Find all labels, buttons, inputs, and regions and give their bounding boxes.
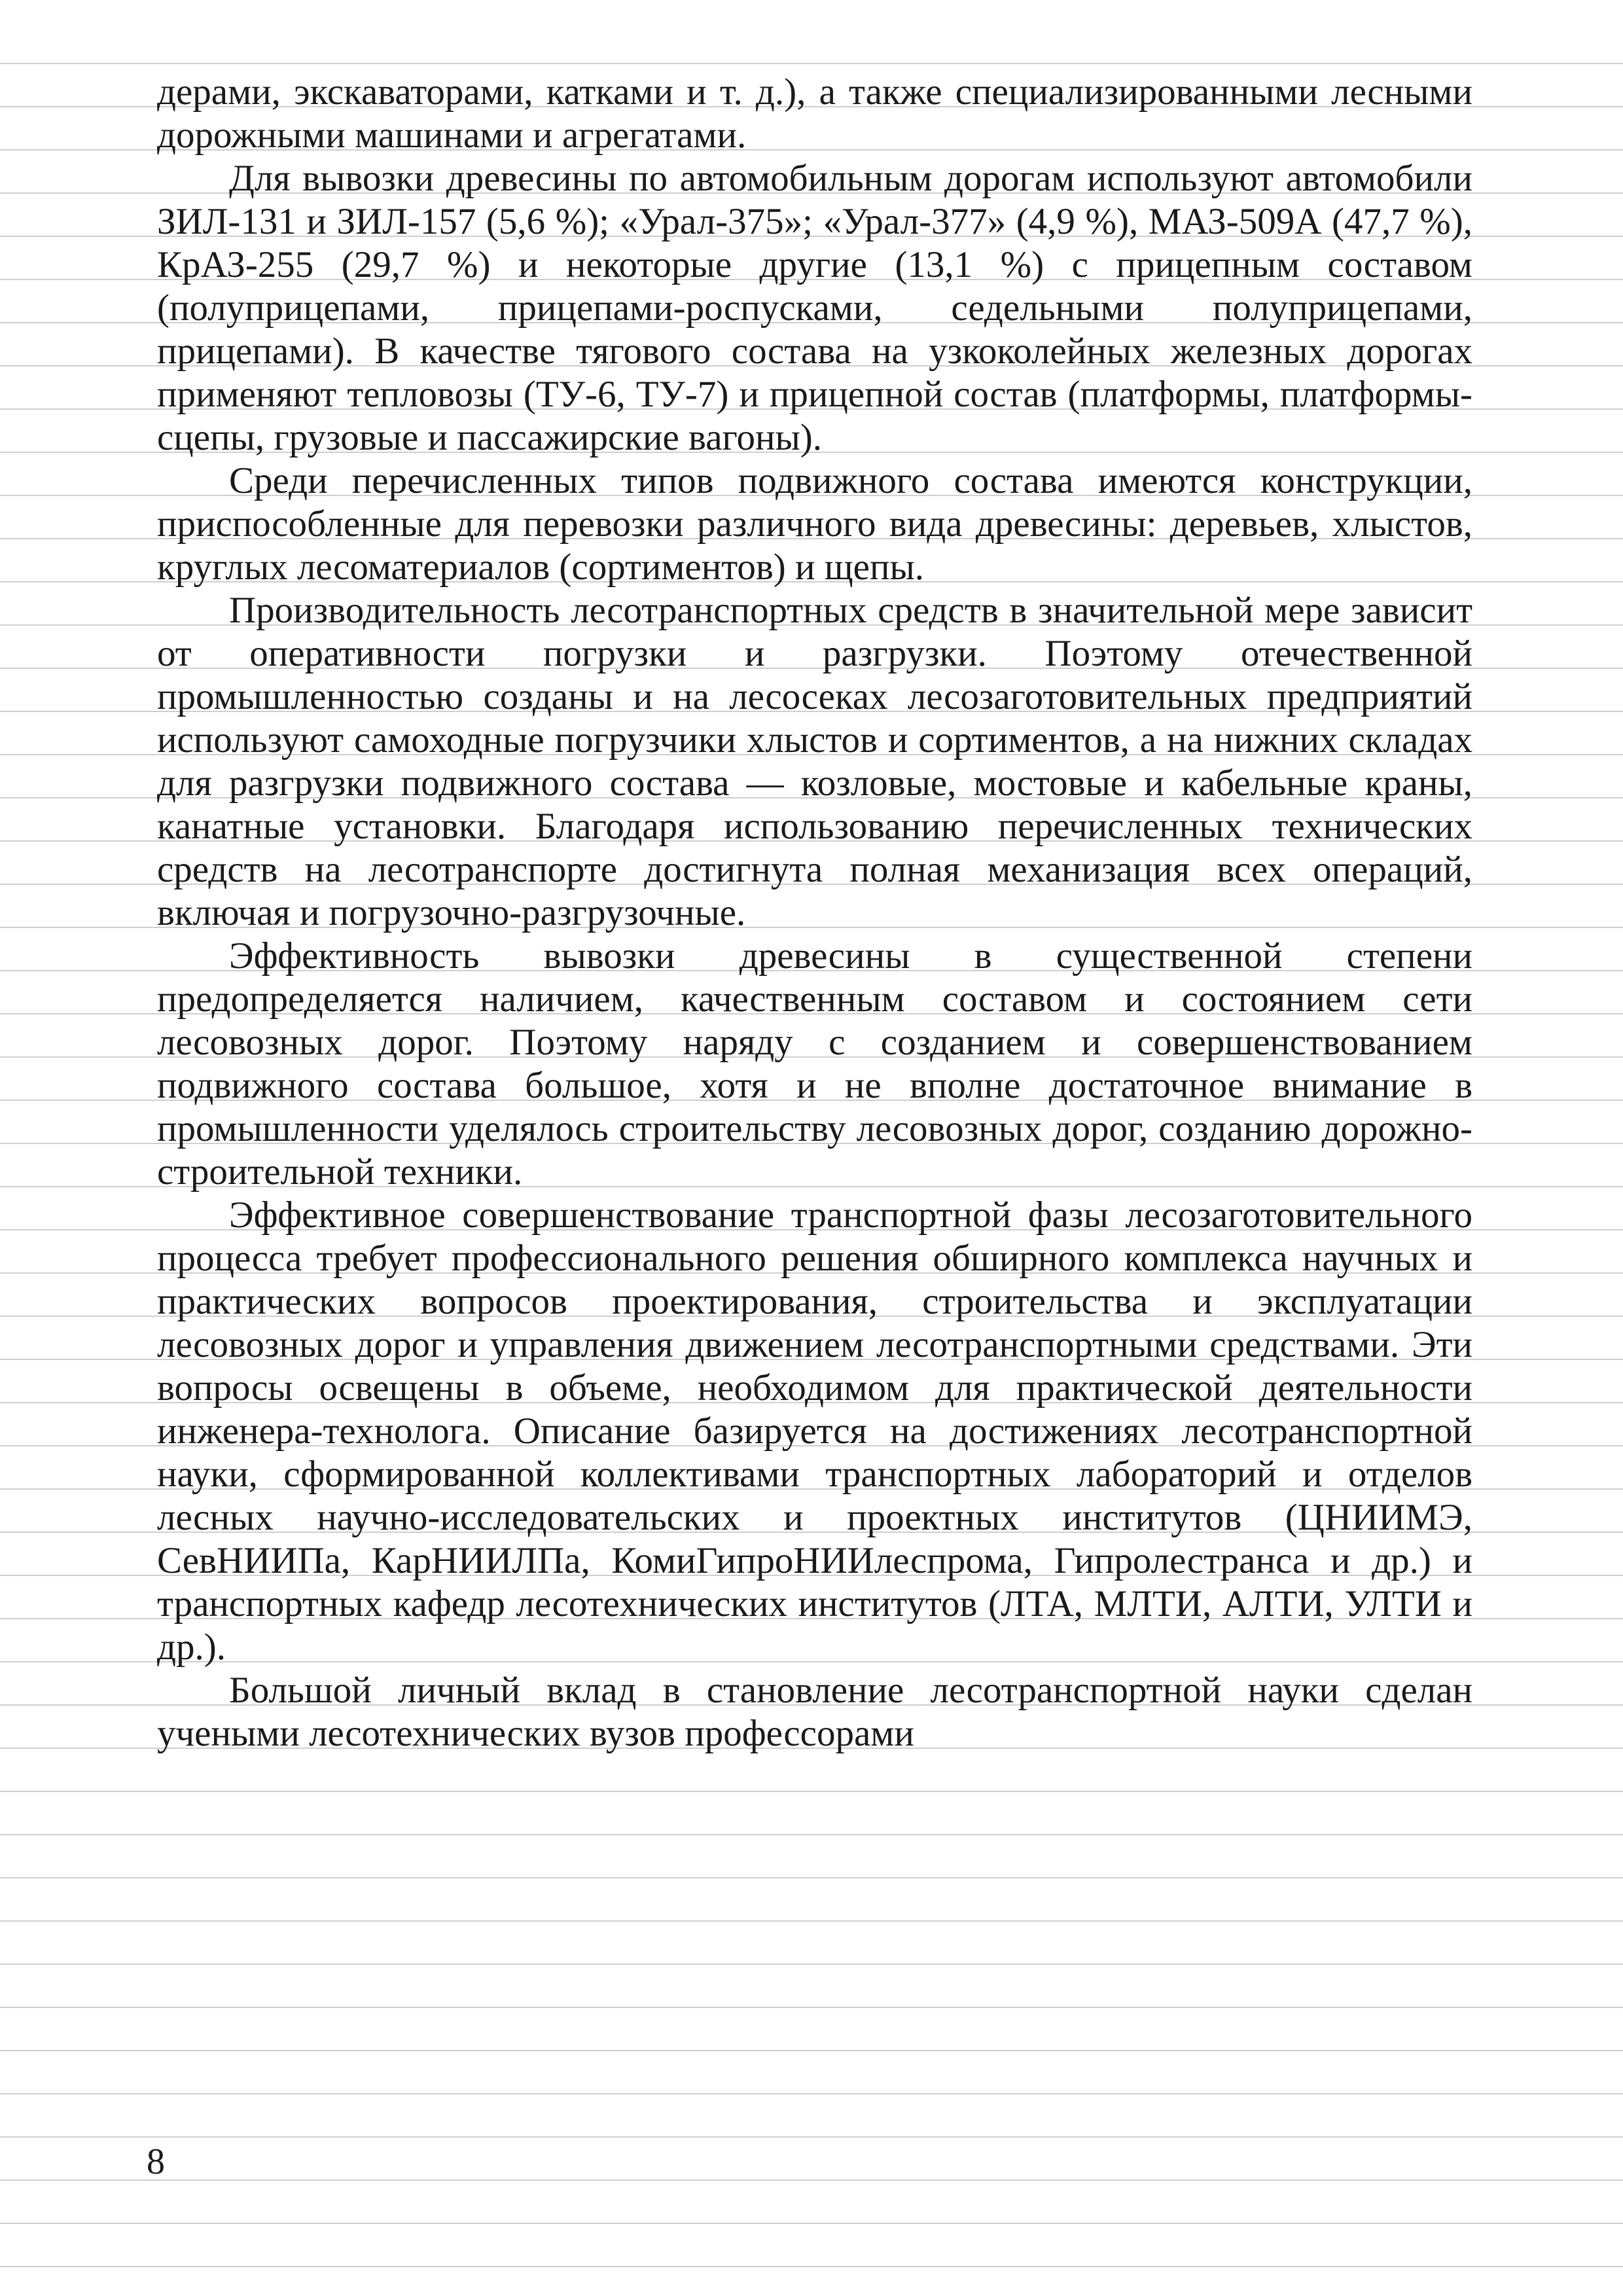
- ruled-line: [0, 2136, 1623, 2138]
- page-number: 8: [147, 2142, 165, 2182]
- ruled-line: [0, 1964, 1623, 1965]
- paragraph: Эффективность вывозки древесины в существенной степени предопределяется наличием, качественным составом и состоянием сети лесовозных дорог. Поэтому наряду с созданием и совершенствованием подвижного состава большое, хотя и не вполне достаточное внимание в промышленности уделялось строительству лесовозных дорог, созданию дорожно-строительной техники.: [157, 935, 1472, 1193]
- ruled-line: [0, 2266, 1623, 2267]
- ruled-line: [0, 1834, 1623, 1835]
- paragraph: Эффективное совершенствование транспортной фазы лесозаготовительного процесса требует профессионального решения обширного комплекса научных и практических вопросов проектирования, строительства и эксплуатации лесовозных дорог и управления движением лесотранспортными средствами. Эти вопросы освещены в объеме, необходимом для практической деятельности инженера-технолога. Описание базируется на достижениях лесотранспортной науки, сформированной коллективами транспортных лабораторий и отделов лесных научно-исследовательских и проектных институтов (ЦНИИМЭ, СевНИИПа, КарНИИЛПа, КомиГипроНИИлеспрома, Гипролестранса и др.) и транспортных кафедр лесотехнических институтов (ЛТА, МЛТИ, АЛТИ, УЛТИ и др.).: [157, 1194, 1472, 1668]
- paragraph: дерами, экскаваторами, катками и т. д.), а также специализированными лесными дорожными машинами и агрегатами.: [157, 71, 1472, 156]
- ruled-line: [0, 63, 1623, 64]
- paragraph: Для вывозки древесины по автомобильным дорогам используют автомобили ЗИЛ-131 и ЗИЛ-157 (5,6 %); «Урал-375»; «Урал-377» (4,9 %), МАЗ-509А (47,7 %), КрАЗ-255 (29,7 %) и некоторые другие (13,1 %) с прицепным составом (полуприцепами, прицепами-роспусками, седельными полуприцепами, прицепами). В качестве тягового состава на узкоколейных железных дорогах применяют тепловозы (ТУ-6, ТУ-7) и прицепной состав (платформы, платформы-сцепы, грузовые и пассажирские вагоны).: [157, 158, 1472, 458]
- ruled-line: [0, 2050, 1623, 2051]
- paragraph: Большой личный вклад в становление лесотранспортной науки сделан учеными лесотехнических вузов профессорами: [157, 1670, 1472, 1754]
- ruled-line: [0, 1791, 1623, 1792]
- ruled-line: [0, 2007, 1623, 2008]
- paragraph: Производительность лесотранспортных средств в значительной мере зависит от оперативности погрузки и разгрузки. Поэтому отечественной промышленностью созданы и на лесосеках лесозаготовительных предприятий используют самоходные погрузчики хлыстов и сортиментов, а на нижних складах для разгрузки подвижного состава — козловые, мостовые и кабельные краны, канатные установки. Благодаря использованию перечисленных технических средств на лесотранспорте достигнута полная механизация всех операций, включая и погрузочно-разгрузочные.: [157, 590, 1472, 933]
- ruled-line: [0, 1877, 1623, 1878]
- ruled-line: [0, 1920, 1623, 1922]
- page-body-text: [157, 71, 1472, 1755]
- ruled-line: [0, 2223, 1623, 2224]
- ruled-line: [0, 2179, 1623, 2181]
- paragraph: Среди перечисленных типов подвижного состава имеются конструкции, приспособленные для перевозки различного вида древесины: деревьев, хлыстов, круглых лесоматериалов (сортиментов) и щепы.: [157, 460, 1472, 588]
- ruled-line: [0, 2093, 1623, 2094]
